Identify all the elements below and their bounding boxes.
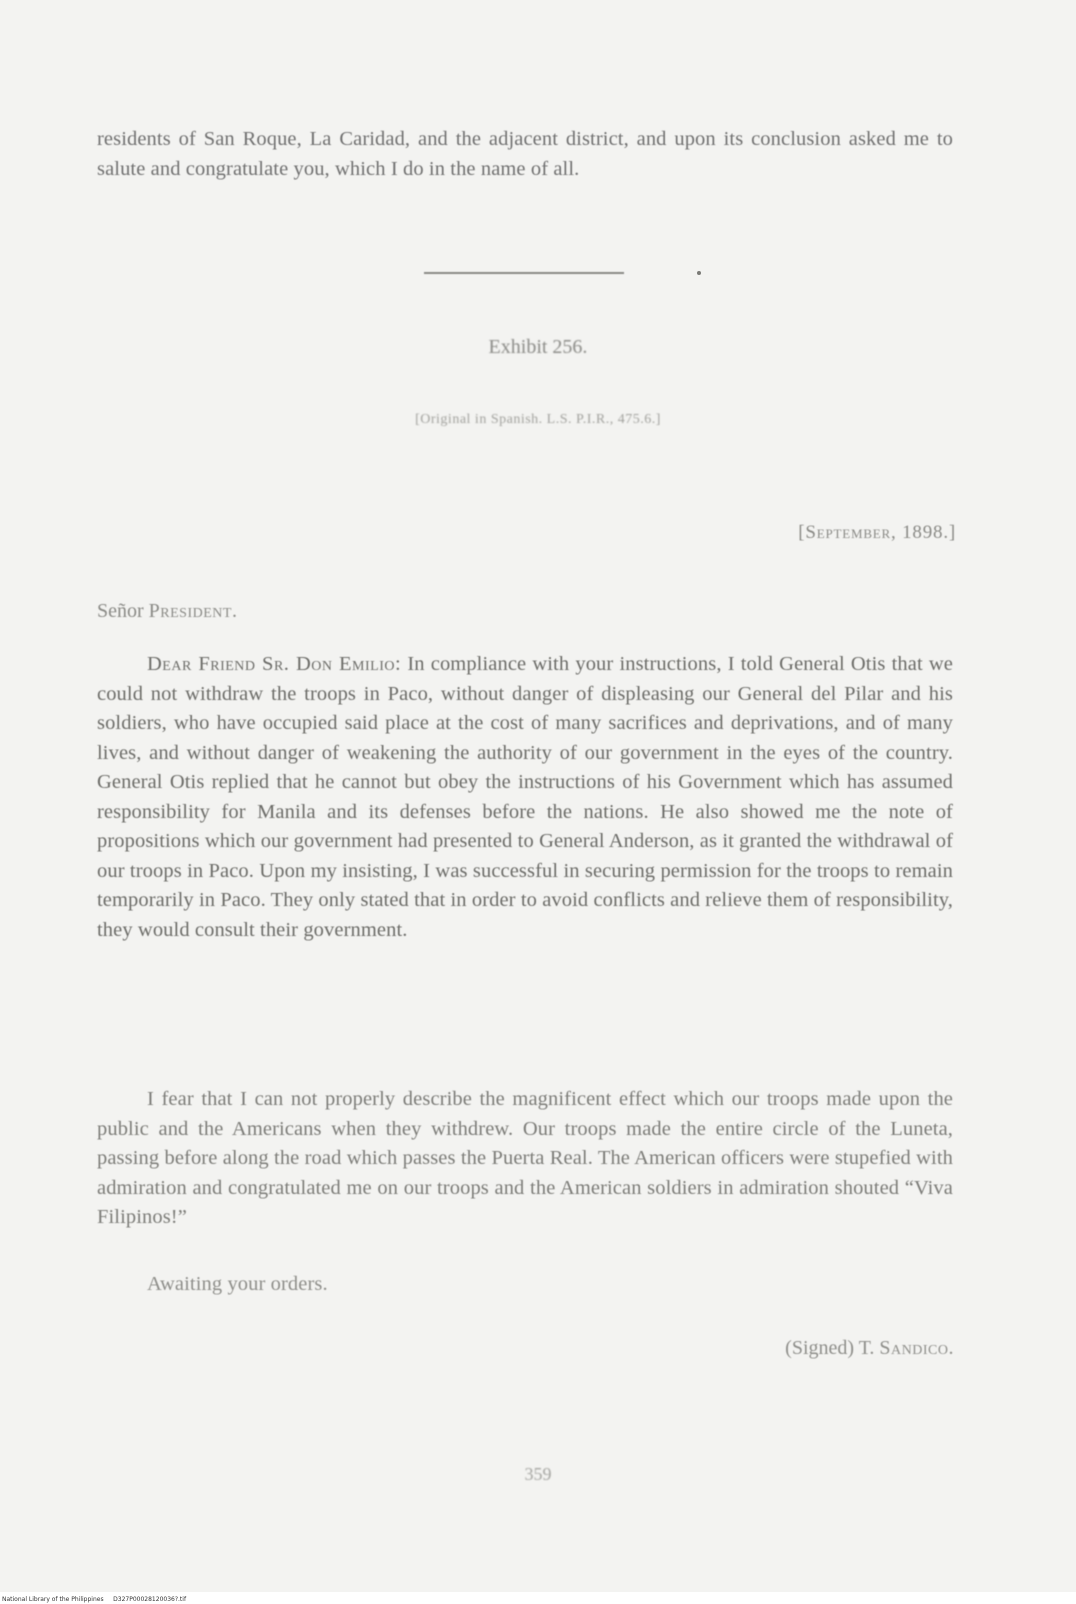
letter-paragraph-2: I fear that I can not properly describe the magnificent effect which our troops made upon the public and the Americans when they withdrew. Our troops made the entire circle of the Luneta, passing before along the road which passes the Puerta Real. The American officers were stupefied with admiration and congratulated me on our troops and the American soldiers in admiration shouted “Viva Filipinos!” — [97, 1088, 953, 1228]
page-number: 359 — [524, 1464, 552, 1484]
section-divider — [424, 272, 624, 274]
salutation-name: President. — [148, 600, 238, 622]
divider-dot — [697, 271, 701, 275]
salutation — [97, 600, 237, 623]
signature — [785, 1337, 954, 1360]
letter-closing: Awaiting your orders. — [147, 1273, 328, 1295]
archive-label: National Library of the Philippines — [2, 1596, 104, 1603]
archive-footer-text — [2, 1596, 186, 1603]
signature-prefix: (Signed) T. — [785, 1337, 880, 1359]
exhibit-title: Exhibit 256. — [488, 336, 588, 358]
intro-paragraph: residents of San Roque, La Caridad, and the adjacent district, and upon its conclusion asked me to salute and congratulate you, which I do in the name of all. — [97, 128, 953, 180]
archive-footer — [0, 1592, 1076, 1604]
source-note: [Original in Spanish. L.S. P.I.R., 475.6.] — [415, 412, 661, 427]
signature-name: Sandico. — [879, 1337, 954, 1359]
salutation-prefix: Señor — [97, 600, 149, 622]
date-line: [September, 1898.] — [798, 522, 956, 543]
archive-file-id: D327P00028120036?.tif — [113, 1596, 187, 1603]
letter-opening: Dear Friend Sr. Don Emilio: — [147, 653, 402, 675]
letter-paragraph-1-text: In compliance with your instructions, I told General Otis that we could not withdraw the troops in Paco, without danger of displeasing our General del Pilar and his soldiers, who have occupied said place at the cost of many sacrifices and deprivations, and of many lives, and without danger of weakening the authority of our government in the eyes of the country. General Otis replied that he cannot but obey the instructions of his Government which has assumed responsibility for Manila and its defenses before the nations. He also showed me the note of propositions which our government had presented to General Anderson, as it granted the withdrawal of our troops in Paco. Upon my insisting, I was successful in securing permission for the troops to remain temporarily in Paco. They only stated that in order to avoid conflicts and relieve them of responsibility, they would consult their government. — [97, 653, 954, 941]
letter-paragraph-1 — [97, 650, 953, 945]
